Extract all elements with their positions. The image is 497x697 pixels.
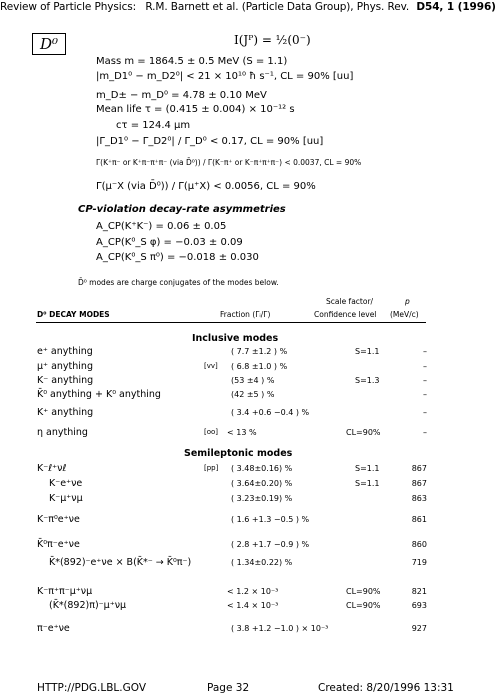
decay-momentum: 821 xyxy=(411,587,427,596)
decay-scale-factor: CL=90% xyxy=(346,587,381,596)
footer-url: HTTP://PDG.LBL.GOV xyxy=(37,682,147,694)
decay-fraction: ( 3.48±0.16) % xyxy=(231,464,293,473)
decay-mode: K̄*(892)⁻e⁺νe × B(K̄*⁻ → K̄⁰π⁻) xyxy=(49,557,192,568)
decay-mode: K⁺ anything xyxy=(37,407,94,418)
scale-factor-header-line2: Confidence level xyxy=(314,310,377,319)
decay-momentum: 693 xyxy=(411,601,427,610)
decay-mode: μ⁺ anything xyxy=(37,361,93,372)
decay-reference: [pp] xyxy=(204,464,219,472)
page-header xyxy=(0,1,496,13)
decay-fraction: (53 ±4 ) % xyxy=(231,376,275,385)
decay-momentum: 861 xyxy=(411,515,427,524)
decay-reference: [vv] xyxy=(204,362,218,370)
cp-asymmetry-ks-pi0: A_CP(K⁰_S π⁰) = −0.018 ± 0.030 xyxy=(96,252,259,263)
decay-mode: K̄⁰ anything + K⁰ anything xyxy=(37,389,161,400)
property-ctau: cτ = 124.4 μm xyxy=(116,120,191,131)
decay-fraction: ( 1.34±0.22) % xyxy=(231,558,293,567)
decay-scale-factor: CL=90% xyxy=(346,428,381,437)
decay-fraction: ( 3.8 +1.2 −1.0 ) × 10⁻³ xyxy=(231,624,329,633)
decay-fraction: < 1.4 × 10⁻³ xyxy=(227,601,279,610)
decay-scale-factor: S=1.1 xyxy=(355,479,380,488)
cp-asymmetry-kk: A_CP(K⁺K⁻) = 0.06 ± 0.05 xyxy=(96,221,227,232)
property-mass: Mass m = 1864.5 ± 0.5 MeV (S = 1.1) xyxy=(96,56,288,67)
property-doubly-cabibbo-ratio: Γ(K⁺π⁻ or K⁺π⁻π⁺π⁻ (via D̄⁰)) / Γ(K⁻π⁺ or K⁻π⁺π⁺π⁻) < 0.0037, CL = 90% xyxy=(96,158,362,167)
decay-fraction: < 1.2 × 10⁻³ xyxy=(227,587,279,596)
decay-fraction: ( 6.8 ±1.0 ) % xyxy=(231,362,288,371)
decay-fraction: ( 2.8 +1.7 −0.9 ) % xyxy=(231,540,310,549)
decay-mode: K̄⁰π⁻e⁺νe xyxy=(37,539,80,550)
scale-factor-header-line1: Scale factor/ xyxy=(326,297,374,306)
decay-scale-factor: CL=90% xyxy=(346,601,381,610)
decay-scale-factor: S=1.3 xyxy=(355,376,380,385)
property-muon-mixing-ratio: Γ(μ⁻X (via D̄⁰)) / Γ(μ⁺X) < 0.0056, CL = 90% xyxy=(96,181,316,192)
decay-momentum: 867 xyxy=(411,464,427,473)
particle-symbol: D⁰ xyxy=(39,35,59,53)
authors: R.M. Barnett et al. (Particle Data Group), Phys. Rev. xyxy=(145,1,410,13)
decay-fraction: ( 3.4 +0.6 −0.4 ) % xyxy=(231,408,310,417)
property-mass-difference: |m_D1⁰ − m_D2⁰| < 21 × 10¹⁰ ħ s⁻¹, CL = 90% [uu] xyxy=(96,71,354,82)
decay-scale-factor: S=1.1 xyxy=(355,347,380,356)
momentum-header-line1: p xyxy=(405,297,410,306)
decay-fraction: ( 1.6 +1.3 −0.5 ) % xyxy=(231,515,310,524)
decay-momentum: 863 xyxy=(411,494,427,503)
property-width-difference: |Γ_D1⁰ − Γ_D2⁰| / Γ_D⁰ < 0.17, CL = 90% [uu] xyxy=(96,136,324,147)
group-title-inclusive: Inclusive modes xyxy=(192,333,279,344)
cp-violation-title: CP-violation decay-rate asymmetries xyxy=(78,204,286,215)
group-title-semileptonic: Semileptonic modes xyxy=(184,448,293,459)
decay-fraction: ( 3.64±0.20) % xyxy=(231,479,293,488)
decay-momentum: – xyxy=(423,347,427,356)
decay-momentum: 927 xyxy=(411,624,427,633)
decay-mode: e⁺ anything xyxy=(37,346,93,357)
decay-mode: K⁻μ⁺νμ xyxy=(49,493,83,504)
decay-momentum: – xyxy=(423,390,427,399)
property-mean-life: Mean life τ = (0.415 ± 0.004) × 10⁻¹² s xyxy=(96,104,295,115)
decay-modes-header: D⁰ DECAY MODES xyxy=(37,310,110,319)
decay-mode: K⁻π⁺π⁻μ⁺νμ xyxy=(37,586,93,597)
footer-created-date: Created: 8/20/1996 13:31 xyxy=(318,682,454,694)
decay-mode: (K̄*(892)π)⁻μ⁺νμ xyxy=(49,600,127,611)
decay-momentum: 719 xyxy=(411,558,427,567)
decay-fraction: ( 7.7 ±1.2 ) % xyxy=(231,347,288,356)
volume: D54, 1 (1996) xyxy=(416,1,496,13)
decay-momentum: – xyxy=(423,428,427,437)
momentum-header-line2: (MeV/c) xyxy=(390,310,419,319)
decay-momentum: – xyxy=(423,376,427,385)
decay-mode: K⁻ anything xyxy=(37,375,94,386)
decay-fraction: (42 ±5 ) % xyxy=(231,390,275,399)
decay-mode: η anything xyxy=(37,427,88,438)
quantum-numbers: I(Jᴾ) = ½(0⁻) xyxy=(234,33,311,47)
decay-mode: K⁻π⁰e⁺νe xyxy=(37,514,80,525)
particle-symbol-box xyxy=(32,33,66,55)
decay-scale-factor: S=1.1 xyxy=(355,464,380,473)
header-rule xyxy=(36,322,426,323)
decay-mode: K⁻ℓ⁺νℓ xyxy=(37,463,67,474)
charge-conjugate-note: D̄⁰ modes are charge conjugates of the modes below. xyxy=(78,278,279,287)
decay-momentum: 867 xyxy=(411,479,427,488)
decay-momentum: 860 xyxy=(411,540,427,549)
fraction-column-header: Fraction (Γᵢ/Γ) xyxy=(220,310,271,319)
journal-name: Review of Particle Physics: xyxy=(0,1,137,13)
decay-fraction: < 13 % xyxy=(227,428,257,437)
decay-momentum: – xyxy=(423,362,427,371)
decay-mode: K⁻e⁺νe xyxy=(49,478,83,489)
footer-page-number: Page 32 xyxy=(207,682,250,694)
decay-reference: [oo] xyxy=(204,428,219,436)
decay-momentum: – xyxy=(423,408,427,417)
decay-mode: π⁻e⁺νe xyxy=(37,623,70,634)
decay-fraction: ( 3.23±0.19) % xyxy=(231,494,293,503)
property-charged-neutral-mass-diff: m_D± − m_D⁰ = 4.78 ± 0.10 MeV xyxy=(96,90,267,101)
cp-asymmetry-ks-phi: A_CP(K⁰_S φ) = −0.03 ± 0.09 xyxy=(96,237,243,248)
